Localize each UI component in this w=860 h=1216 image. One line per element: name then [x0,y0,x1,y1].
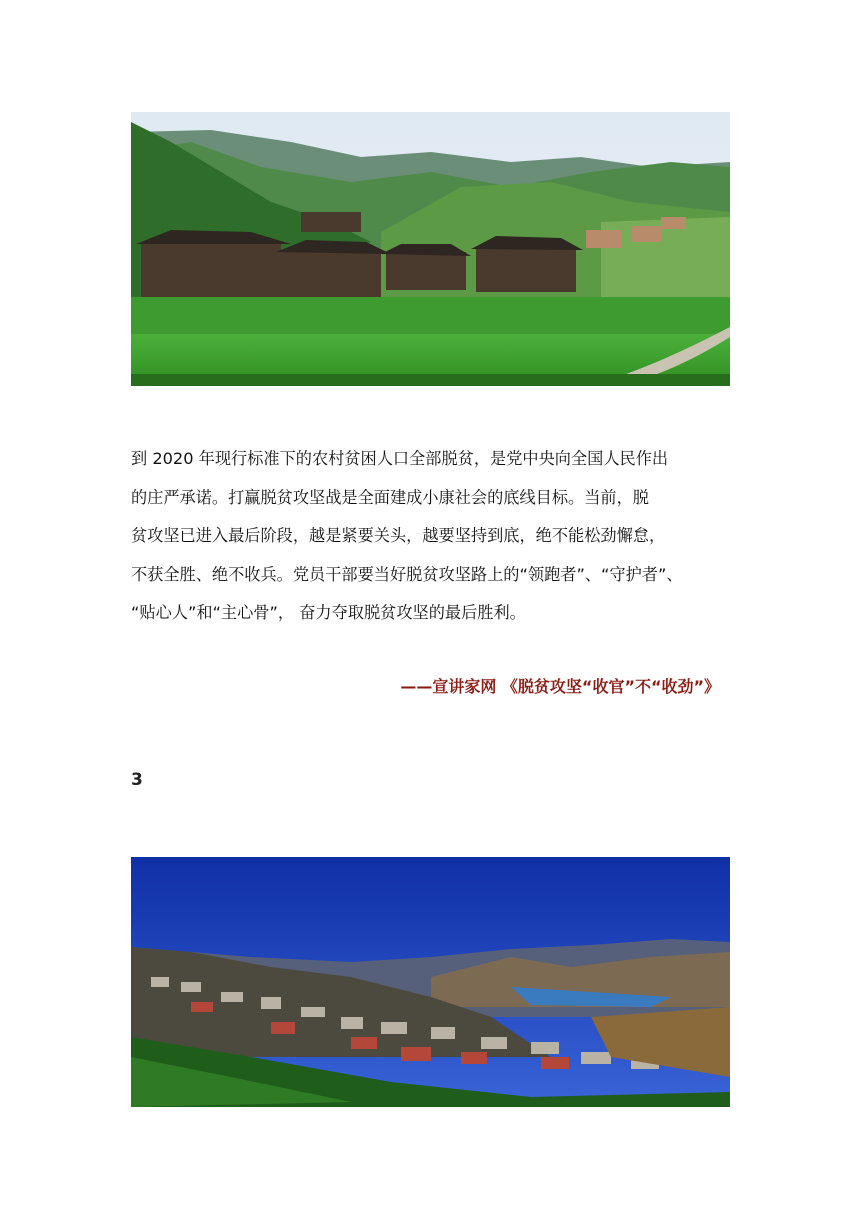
village-mountain-photo [131,112,730,386]
paragraph-line: 贫攻坚已进入最后阶段，越是紧要关头，越要坚持到底，绝不能松劲懈怠， [131,526,666,545]
village-valley-photo [131,857,730,1107]
source-citation: ——宣讲家网 《脱贫攻坚“收官”不“收劲”》 [400,677,720,696]
paragraph-line: 的庄严承诺。打赢脱贫攻坚战是全面建成小康社会的底线目标。当前，脱 [131,487,649,507]
section-number: 3 [131,770,143,790]
paragraph-line: 不获全胜、绝不收兵。党员干部要当好脱贫攻坚路上的“领跑者”、“守护者”、 [131,564,683,584]
paragraph-line: 到 2020 年现行标准下的农村贫困人口全部脱贫，是党中央向全国人民作出 [131,449,669,468]
paragraph-line: “贴心人”和“主心骨”， 奋力夺取脱贫攻坚的最后胜利。 [131,603,526,622]
body-paragraph [131,440,730,633]
